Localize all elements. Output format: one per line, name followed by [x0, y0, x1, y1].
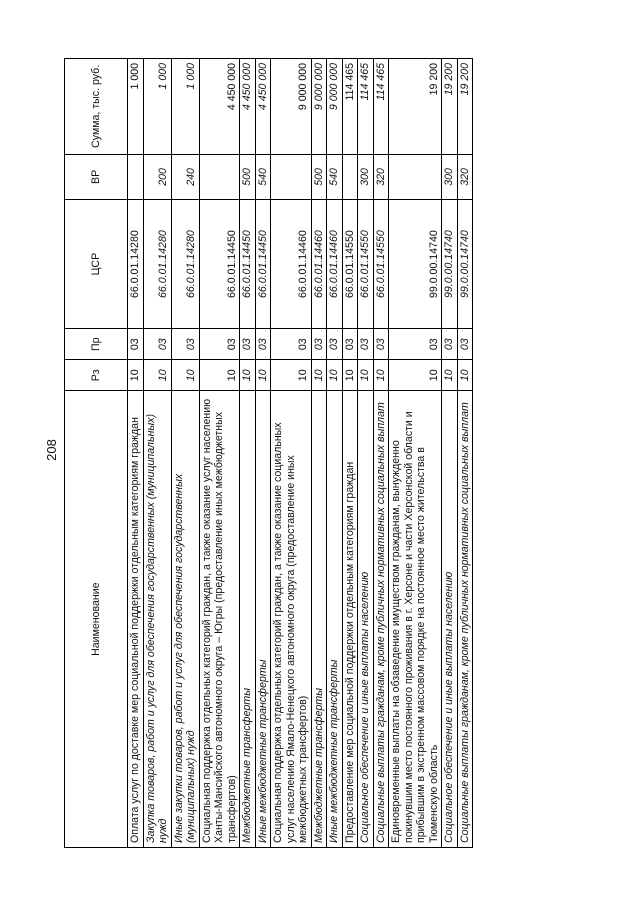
- cell-name: Социальное обеспечение и иные выплаты населению: [358, 391, 374, 848]
- cell-name: Иные закупки товаров, работ и услуг для обеспечения государственных (муниципальных) нужд: [171, 391, 199, 848]
- cell-pr: 03: [457, 329, 473, 360]
- cell-vr: [271, 154, 312, 199]
- cell-vr: [199, 154, 240, 199]
- cell-rz: 10: [171, 360, 199, 391]
- cell-rz: 10: [457, 360, 473, 391]
- cell-rz: 10: [199, 360, 240, 391]
- cell-vr: 320: [457, 154, 473, 199]
- cell-pr: 03: [442, 329, 458, 360]
- cell-sum: 4 450 000: [240, 59, 256, 155]
- rotated-page: [64, 58, 584, 848]
- cell-vr: 300: [358, 154, 374, 199]
- cell-sum: 114 465: [358, 59, 374, 155]
- cell-rz: 10: [271, 360, 312, 391]
- table-row: [271, 59, 312, 848]
- cell-vr: [389, 154, 442, 199]
- cell-csr: 66.0.01.14280: [143, 200, 171, 329]
- table-row: [373, 59, 389, 848]
- cell-csr: 66.0.01.14460: [311, 200, 327, 329]
- cell-name: Социальное обеспечение и иные выплаты населению: [442, 391, 458, 848]
- cell-sum: 19 200: [389, 59, 442, 155]
- header-sum: Сумма, тыс. руб.: [65, 59, 128, 155]
- table-row: [255, 59, 271, 848]
- header-csr: ЦСР: [65, 200, 128, 329]
- cell-rz: 10: [442, 360, 458, 391]
- table-row: [199, 59, 240, 848]
- cell-rz: 10: [358, 360, 374, 391]
- cell-sum: 4 450 000: [255, 59, 271, 155]
- cell-pr: 03: [171, 329, 199, 360]
- cell-rz: 10: [327, 360, 343, 391]
- cell-sum: 1 000: [171, 59, 199, 155]
- cell-sum: 114 465: [342, 59, 358, 155]
- cell-sum: 9 000 000: [311, 59, 327, 155]
- cell-vr: 540: [255, 154, 271, 199]
- cell-pr: 03: [271, 329, 312, 360]
- table-row: [342, 59, 358, 848]
- cell-vr: 320: [373, 154, 389, 199]
- cell-vr: 500: [240, 154, 256, 199]
- cell-rz: 10: [255, 360, 271, 391]
- cell-sum: 1 000: [128, 59, 144, 155]
- cell-vr: 240: [171, 154, 199, 199]
- header-row: [65, 59, 128, 848]
- cell-csr: 66.0.01.14450: [255, 200, 271, 329]
- cell-name: Межбюджетные трансферты: [240, 391, 256, 848]
- page-number: 208: [44, 439, 59, 461]
- cell-name: Межбюджетные трансферты: [311, 391, 327, 848]
- cell-name: Единовременные выплаты на обзаведение имуществом гражданам, вынужденно покинувшим место постоянного проживания в г. Херсоне и части Херсонской области и прибывшим в экстренном массовом порядке на постоянное место жительства в Тюменскую область: [389, 391, 442, 848]
- cell-sum: 4 450 000: [199, 59, 240, 155]
- cell-csr: 99.0.00.14740: [442, 200, 458, 329]
- cell-csr: 66.0.01.14550: [358, 200, 374, 329]
- table-row: [171, 59, 199, 848]
- cell-sum: 19 200: [457, 59, 473, 155]
- cell-csr: 66.0.01.14280: [171, 200, 199, 329]
- table-row: [240, 59, 256, 848]
- cell-rz: 10: [342, 360, 358, 391]
- cell-pr: 03: [358, 329, 374, 360]
- cell-sum: 1 000: [143, 59, 171, 155]
- cell-pr: 03: [342, 329, 358, 360]
- cell-pr: 03: [255, 329, 271, 360]
- cell-pr: 03: [199, 329, 240, 360]
- cell-pr: 03: [240, 329, 256, 360]
- cell-csr: 66.0.01.14280: [128, 200, 144, 329]
- cell-rz: 10: [389, 360, 442, 391]
- cell-vr: 200: [143, 154, 171, 199]
- cell-pr: 03: [327, 329, 343, 360]
- cell-csr: 66.0.01.14450: [199, 200, 240, 329]
- cell-vr: [342, 154, 358, 199]
- table-body: [128, 59, 473, 848]
- header-rz: Рз: [65, 360, 128, 391]
- cell-name: Социальная поддержка отдельных категорий граждан, а также оказание услуг населению Ханты-Мансийского автономного округа – Югры (предоставление иных межбюджетных трансфертов): [199, 391, 240, 848]
- cell-rz: 10: [373, 360, 389, 391]
- table-row: [327, 59, 343, 848]
- cell-name: Социальные выплаты гражданам, кроме публичных нормативных социальных выплат: [373, 391, 389, 848]
- cell-sum: 19 200: [442, 59, 458, 155]
- header-vr: ВР: [65, 154, 128, 199]
- cell-name: Закупка товаров, работ и услуг для обеспечения государственных (муниципальных) нужд: [143, 391, 171, 848]
- header-name: Наименование: [65, 391, 128, 848]
- cell-csr: 66.0.01.14450: [240, 200, 256, 329]
- cell-sum: 9 000 000: [271, 59, 312, 155]
- table-row: [457, 59, 473, 848]
- header-pr: Пр: [65, 329, 128, 360]
- cell-vr: 500: [311, 154, 327, 199]
- cell-pr: 03: [143, 329, 171, 360]
- cell-vr: 540: [327, 154, 343, 199]
- cell-rz: 10: [143, 360, 171, 391]
- budget-table: [64, 58, 473, 848]
- table-row: [389, 59, 442, 848]
- cell-vr: 300: [442, 154, 458, 199]
- cell-name: Предоставление мер социальной поддержки отдельным категориям граждан: [342, 391, 358, 848]
- cell-name: Иные межбюджетные трансферты: [255, 391, 271, 848]
- cell-vr: [128, 154, 144, 199]
- cell-rz: 10: [311, 360, 327, 391]
- cell-sum: 114 465: [373, 59, 389, 155]
- cell-name: Иные межбюджетные трансферты: [327, 391, 343, 848]
- table-row: [442, 59, 458, 848]
- cell-rz: 10: [128, 360, 144, 391]
- cell-sum: 9 000 000: [327, 59, 343, 155]
- cell-pr: 03: [389, 329, 442, 360]
- table-row: [128, 59, 144, 848]
- cell-rz: 10: [240, 360, 256, 391]
- table-row: [143, 59, 171, 848]
- cell-csr: 66.0.01.14550: [342, 200, 358, 329]
- cell-name: Оплата услуг по доставке мер социальной поддержки отдельным категориям граждан: [128, 391, 144, 848]
- cell-pr: 03: [311, 329, 327, 360]
- cell-csr: 99.0.00.14740: [389, 200, 442, 329]
- cell-name: Социальные выплаты гражданам, кроме публичных нормативных социальных выплат: [457, 391, 473, 848]
- table-row: [311, 59, 327, 848]
- cell-csr: 66.0.01.14460: [271, 200, 312, 329]
- cell-name: Социальная поддержка отдельных категорий граждан, а также оказание социальных услуг населению Ямало-Ненецкого автономного округа (предоставление иных межбюджетных трансфертов): [271, 391, 312, 848]
- cell-csr: 99.0.00.14740: [457, 200, 473, 329]
- cell-pr: 03: [128, 329, 144, 360]
- table-row: [358, 59, 374, 848]
- cell-csr: 66.0.01.14550: [373, 200, 389, 329]
- cell-pr: 03: [373, 329, 389, 360]
- cell-csr: 66.0.01.14460: [327, 200, 343, 329]
